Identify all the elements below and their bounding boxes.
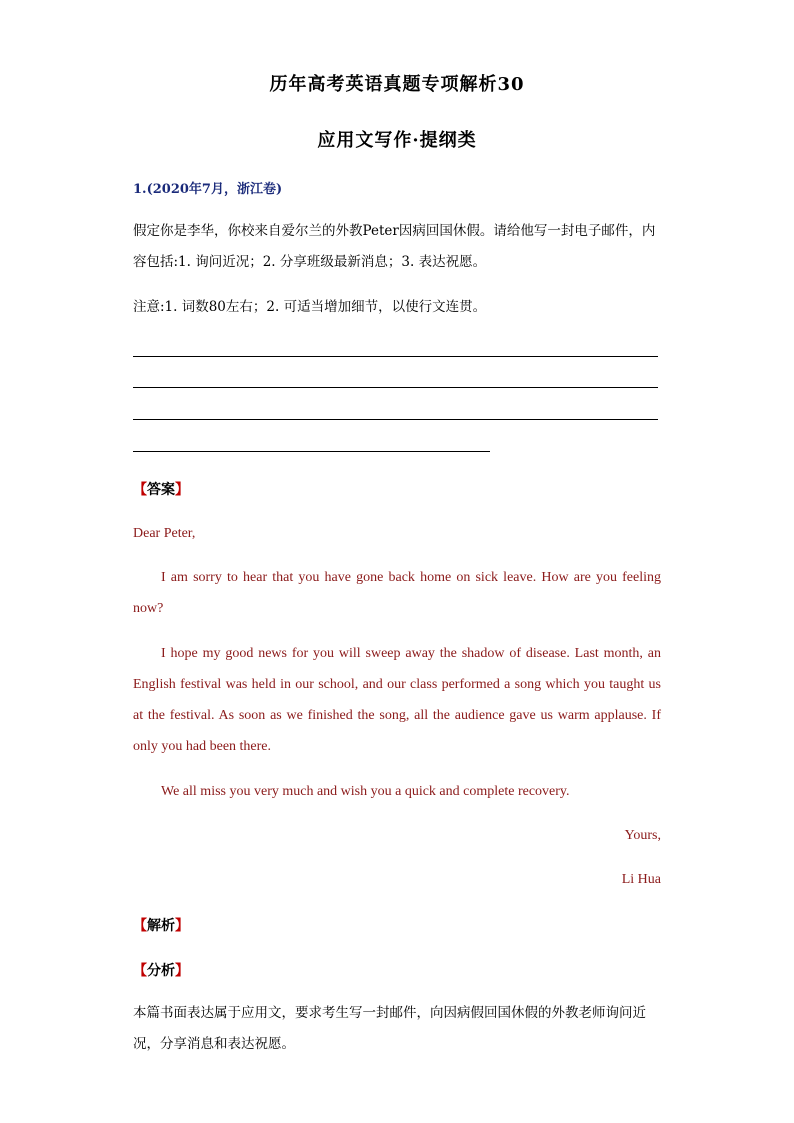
jiexi-tag-label: 解析 xyxy=(147,918,175,934)
bracket-open: 【 xyxy=(133,918,147,934)
answer-tag-label: 答案 xyxy=(147,482,175,498)
page-subtitle: 应用文写作·提纲类 xyxy=(317,130,477,151)
answer-line xyxy=(133,451,490,452)
letter-paragraph: I am sorry to hear that you have gone back home on sick leave. How are you feeling now? xyxy=(133,570,661,616)
jiexi-tag xyxy=(133,915,189,935)
bracket-close: 】 xyxy=(175,918,189,934)
answer-line xyxy=(133,356,658,357)
analysis-text: 本篇书面表达属于应用文，要求考生写一封邮件，向因病假回国休假的外教老师询问近况，分享消息和表达祝愿。 xyxy=(133,1005,646,1052)
question-prompt: 假定你是李华，你校来自爱尔兰的外教Peter因病回国休假。请给他写一封电子邮件，内容包括:1. 询问近况；2. 分享班级最新消息；3. 表达祝愿。 xyxy=(133,223,656,270)
letter-paragraph: I hope my good news for you will sweep away the shadow of disease. Last month, an English festival was held in our school, and our class performed a song which you taught us at the festival. As soon as we finished the song, all the audience gave us warm applause. If only you had been there. xyxy=(133,646,661,754)
bracket-open: 【 xyxy=(133,963,147,979)
question-number: 1.(2020年7月，浙江卷) xyxy=(133,182,283,197)
question-note: 注意:1. 词数80左右；2. 可适当增加细节，以使行文连贯。 xyxy=(133,299,487,315)
bracket-open: 【 xyxy=(133,482,147,498)
letter-signature: Li Hua xyxy=(621,872,661,887)
letter-paragraph: We all miss you very much and wish you a quick and complete recovery. xyxy=(161,784,570,799)
letter-closing: Yours, xyxy=(624,828,661,843)
bracket-close: 】 xyxy=(175,482,189,498)
bracket-close: 】 xyxy=(175,963,189,979)
page-title: 历年高考英语真题专项解析30 xyxy=(269,74,525,95)
answer-tag xyxy=(133,479,189,499)
answer-line xyxy=(133,419,658,420)
answer-line xyxy=(133,387,658,388)
fenxi-tag xyxy=(133,960,189,980)
fenxi-tag-label: 分析 xyxy=(147,963,175,979)
letter-salutation: Dear Peter, xyxy=(133,526,196,541)
